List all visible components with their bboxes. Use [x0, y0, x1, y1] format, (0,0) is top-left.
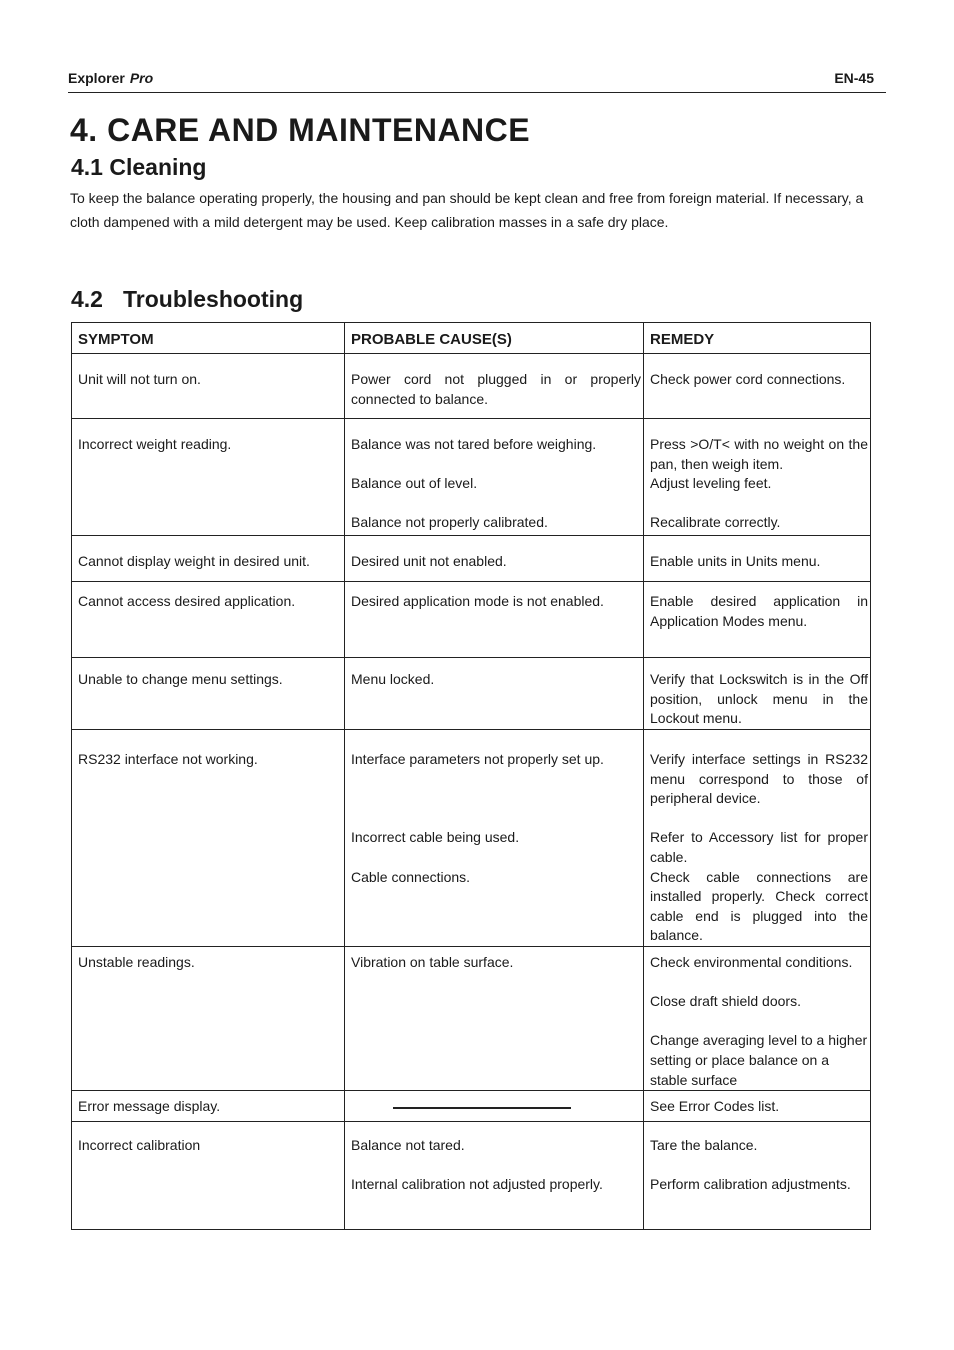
table-row: [72, 658, 871, 730]
cause-text: Desired application mode is not enabled.: [351, 593, 604, 609]
symptom-cell: [72, 354, 345, 419]
table-row: [72, 582, 871, 658]
symptom-text: Error message display.: [78, 1098, 221, 1115]
table-row: [72, 419, 871, 536]
symptom-text: Unstable readings.: [78, 953, 195, 970]
remedy-cell: [644, 730, 871, 947]
brand-suffix: Pro: [129, 70, 154, 86]
symptom-text: Incorrect weight reading.: [78, 436, 232, 452]
cause-text: Interface parameters not properly set up.: [351, 751, 604, 767]
cause-cell: [345, 730, 644, 947]
cause-cell: [345, 419, 644, 536]
cause-cell: [345, 354, 644, 419]
no-cause-rule: [393, 1107, 571, 1109]
remedy-text: Check power cord connections.: [650, 371, 846, 387]
symptom-cell: [72, 536, 345, 582]
troubleshooting-table: [71, 322, 871, 1230]
symptom-cell: [72, 1091, 345, 1122]
cause-text: Balance was not tared before weighing.: [351, 436, 597, 452]
cause-cell: [345, 582, 644, 658]
remedy-text: [650, 1156, 868, 1176]
remedy-text: See Error Codes list.: [650, 1098, 780, 1115]
remedy-text: Enable units in Units menu.: [650, 553, 821, 569]
cause-text: Vibration on table surface.: [351, 953, 514, 970]
cause-text: Balance out of level.: [351, 475, 478, 492]
cause-cell: [345, 658, 644, 730]
symptom-cell: [72, 946, 345, 1090]
cause-text: [351, 770, 641, 790]
remedy-text: [650, 809, 868, 829]
remedy-text: Verify interface settings in RS232 menu correspond to those of peripheral device.: [650, 751, 868, 807]
table-body: [72, 354, 871, 1230]
cause-text: Power cord not plugged in or properly connected to balance.: [351, 371, 641, 407]
cause-text: Desired unit not enabled.: [351, 553, 507, 569]
remedy-text: [650, 494, 868, 514]
cause-cell: [345, 536, 644, 582]
cause-text: Incorrect cable being used.: [351, 829, 520, 846]
symptom-cell: [72, 658, 345, 730]
cause-text: Cable connections.: [351, 868, 471, 885]
symptom-cell: [72, 730, 345, 947]
cause-text: [351, 494, 641, 514]
cause-text: Internal calibration not adjusted properly.: [351, 1176, 603, 1193]
header-brand: [68, 70, 153, 86]
table-row: [72, 1091, 871, 1122]
section-number: 4.2: [71, 286, 103, 312]
chapter-title: 4. CARE AND MAINTENANCE: [70, 112, 531, 148]
remedy-text: Change averaging level to a higher setting or place balance on a stable surface: [650, 1032, 868, 1088]
symptom-cell: [72, 1122, 345, 1230]
remedy-text: Recalibrate correctly.: [650, 514, 781, 531]
remedy-text: Press >O/T< with no weight on the pan, then weigh item.: [650, 436, 868, 472]
symptom-text: Cannot access desired application.: [78, 593, 296, 609]
remedy-text: [650, 1012, 868, 1032]
remedy-text: Check environmental conditions.: [650, 953, 853, 970]
remedy-cell: [644, 354, 871, 419]
table-header-row: [72, 323, 871, 354]
remedy-cell: [644, 658, 871, 730]
symptom-cell: [72, 582, 345, 658]
symptom-text: RS232 interface not working.: [78, 751, 258, 767]
remedy-cell: [644, 582, 871, 658]
column-header-remedy: REMEDY: [644, 323, 871, 354]
table-row: [72, 730, 871, 947]
table-row: [72, 354, 871, 419]
symptom-cell: [72, 419, 345, 536]
cause-text: [351, 848, 641, 868]
symptom-text: Unit will not turn on.: [78, 371, 201, 387]
cause-text: [351, 1156, 641, 1176]
cleaning-text: To keep the balance operating properly, the housing and pan should be kept clean and free from foreign material. If necessary, a cloth dampened with a mild detergent may be used. Keep calibration masses in a safe dry place.: [70, 190, 864, 230]
cause-text: [351, 455, 641, 475]
symptom-text: Cannot display weight in desired unit.: [78, 553, 310, 569]
symptom-text: Incorrect calibration: [78, 1137, 201, 1154]
section-title: Troubleshooting: [122, 286, 304, 312]
cause-cell: [345, 946, 644, 1090]
remedy-cell: [644, 536, 871, 582]
remedy-cell: [644, 946, 871, 1090]
column-header-symptom: SYMPTOM: [72, 323, 345, 354]
remedy-text: Check cable connections are installed properly. Check correct cable end is plugged into the balance.: [650, 868, 868, 944]
cleaning-heading: 4.1 Cleaning: [71, 154, 207, 180]
cause-text: [351, 789, 641, 809]
brand-name: Explorer: [68, 70, 125, 86]
remedy-cell: [644, 1091, 871, 1122]
cause-cell: [345, 1091, 644, 1122]
remedy-text: Adjust leveling feet.: [650, 475, 772, 492]
remedy-text: [650, 973, 868, 993]
remedy-text: Perform calibration adjustments.: [650, 1176, 851, 1193]
remedy-cell: [644, 419, 871, 536]
cause-text: Menu locked.: [351, 671, 435, 687]
remedy-text: Tare the balance.: [650, 1137, 758, 1154]
remedy-text: Verify that Lockswitch is in the Off position, unlock menu in the Lockout menu.: [650, 671, 868, 727]
cause-cell: [345, 1122, 644, 1230]
cause-text: Balance not tared.: [351, 1137, 465, 1154]
troubleshooting-heading: [71, 286, 303, 313]
column-header-cause: PROBABLE CAUSE(S): [345, 323, 644, 354]
table-row: [72, 1122, 871, 1230]
remedy-text: Close draft shield doors.: [650, 993, 801, 1010]
cause-text: Balance not properly calibrated.: [351, 514, 548, 531]
remedy-text: Enable desired application in Application Modes menu.: [650, 593, 868, 629]
symptom-text: Unable to change menu settings.: [78, 671, 283, 687]
cause-text: [351, 809, 641, 829]
page-number: EN-45: [834, 70, 874, 86]
remedy-cell: [644, 1122, 871, 1230]
table-row: [72, 946, 871, 1090]
table-row: [72, 536, 871, 582]
remedy-text: Refer to Accessory list for proper cable.: [650, 829, 868, 865]
page-header: [68, 68, 886, 93]
